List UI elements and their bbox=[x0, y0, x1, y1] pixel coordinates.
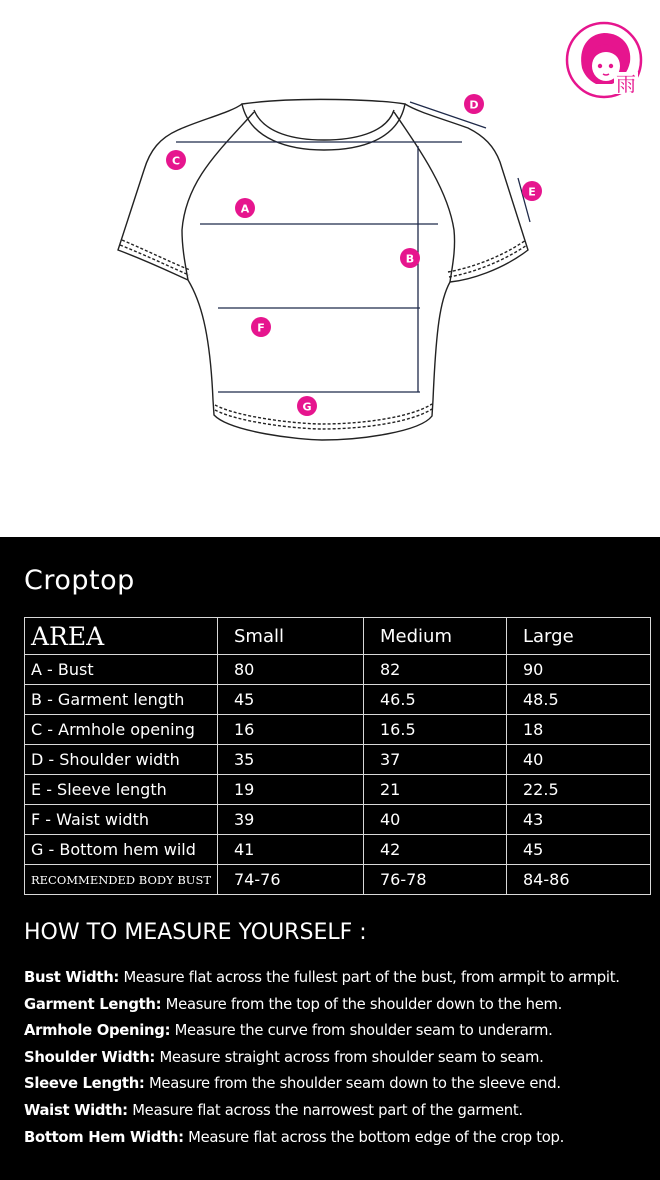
cell-large: 84-86 bbox=[507, 865, 651, 895]
product-title: Croptop bbox=[24, 565, 135, 596]
svg-text:B: B bbox=[405, 252, 415, 266]
svg-text:A: A bbox=[240, 202, 250, 216]
guide-term: Bottom Hem Width: bbox=[24, 1128, 184, 1146]
cell-large: 45 bbox=[507, 835, 651, 865]
guide-term: Armhole Opening: bbox=[24, 1022, 171, 1040]
cell-medium: 76-78 bbox=[364, 865, 507, 895]
list-item bbox=[24, 1098, 656, 1125]
cell-medium: 42 bbox=[364, 835, 507, 865]
table-row bbox=[25, 715, 651, 745]
guide-text: Measure from the shoulder seam down to the sleeve end. bbox=[144, 1075, 561, 1093]
cell-small: 39 bbox=[218, 805, 364, 835]
guide-text: Measure from the top of the shoulder down to the hem. bbox=[161, 995, 563, 1013]
cell-medium: 21 bbox=[364, 775, 507, 805]
measure-guide-list bbox=[24, 965, 656, 1151]
row-label: F - Waist width bbox=[25, 805, 218, 835]
list-item bbox=[24, 1071, 656, 1098]
marker-d bbox=[464, 94, 484, 114]
croptop-diagram bbox=[0, 0, 660, 537]
svg-text:E: E bbox=[528, 185, 536, 199]
diagram-panel bbox=[0, 0, 660, 537]
header-small: Small bbox=[218, 618, 364, 655]
cell-small: 45 bbox=[218, 685, 364, 715]
measure-lines bbox=[176, 102, 530, 392]
guide-text: Measure flat across the fullest part of the bust, from armpit to armpit. bbox=[119, 969, 620, 986]
marker-e bbox=[522, 181, 542, 201]
marker-c bbox=[166, 150, 186, 170]
brand-logo bbox=[567, 23, 641, 97]
cell-medium: 46.5 bbox=[364, 685, 507, 715]
measure-guide-heading: HOW TO MEASURE YOURSELF : bbox=[24, 920, 367, 945]
svg-text:D: D bbox=[469, 98, 479, 112]
guide-term: Sleeve Length: bbox=[24, 1075, 145, 1093]
guide-term: Shoulder Width: bbox=[24, 1048, 156, 1066]
cell-medium: 82 bbox=[364, 655, 507, 685]
svg-text:C: C bbox=[171, 154, 181, 168]
row-label: G - Bottom hem wild bbox=[25, 835, 218, 865]
cell-small: 35 bbox=[218, 745, 364, 775]
row-label: C - Armhole opening bbox=[25, 715, 218, 745]
marker-g bbox=[297, 396, 317, 416]
garment-outline bbox=[118, 99, 528, 440]
guide-text: Measure flat across the narrowest part of the garment. bbox=[127, 1101, 523, 1119]
table-row bbox=[25, 685, 651, 715]
cell-small: 41 bbox=[218, 835, 364, 865]
list-item bbox=[24, 1018, 656, 1045]
table-row bbox=[25, 805, 651, 835]
table-header-row bbox=[25, 618, 651, 655]
row-label: RECOMMENDED BODY BUST bbox=[25, 865, 218, 895]
guide-term: Waist Width: bbox=[24, 1101, 128, 1119]
svg-text:G: G bbox=[302, 400, 312, 414]
list-item bbox=[24, 1045, 656, 1072]
cell-small: 74-76 bbox=[218, 865, 364, 895]
cell-large: 43 bbox=[507, 805, 651, 835]
cell-large: 40 bbox=[507, 745, 651, 775]
cell-medium: 16.5 bbox=[364, 715, 507, 745]
size-chart-panel bbox=[0, 537, 660, 1180]
cell-small: 80 bbox=[218, 655, 364, 685]
row-label: B - Garment length bbox=[25, 685, 218, 715]
logo-glyph: 雨 bbox=[616, 72, 636, 96]
guide-text: Measure the curve from shoulder seam to underarm. bbox=[170, 1022, 553, 1040]
header-medium: Medium bbox=[364, 618, 507, 655]
table-row bbox=[25, 655, 651, 685]
list-item bbox=[24, 965, 656, 992]
table-row-recommended bbox=[25, 865, 651, 895]
marker-f bbox=[251, 317, 271, 337]
guide-text: Measure straight across from shoulder seam to seam. bbox=[155, 1048, 544, 1066]
row-label: A - Bust bbox=[25, 655, 218, 685]
cell-large: 18 bbox=[507, 715, 651, 745]
guide-term: Bust Width: bbox=[24, 969, 120, 986]
list-item bbox=[24, 992, 656, 1019]
cell-small: 19 bbox=[218, 775, 364, 805]
row-label: E - Sleeve length bbox=[25, 775, 218, 805]
marker-a bbox=[235, 198, 255, 218]
svg-text:F: F bbox=[257, 321, 265, 335]
cell-small: 16 bbox=[218, 715, 364, 745]
table-row bbox=[25, 835, 651, 865]
header-large: Large bbox=[507, 618, 651, 655]
table-row bbox=[25, 775, 651, 805]
guide-term: Garment Length: bbox=[24, 995, 162, 1013]
cell-large: 22.5 bbox=[507, 775, 651, 805]
cell-medium: 37 bbox=[364, 745, 507, 775]
marker-b bbox=[400, 248, 420, 268]
header-area: AREA bbox=[25, 618, 218, 655]
cell-large: 48.5 bbox=[507, 685, 651, 715]
list-item bbox=[24, 1125, 656, 1152]
table-row bbox=[25, 745, 651, 775]
size-table bbox=[24, 617, 651, 895]
cell-large: 90 bbox=[507, 655, 651, 685]
guide-text: Measure flat across the bottom edge of the crop top. bbox=[183, 1128, 565, 1146]
row-label: D - Shoulder width bbox=[25, 745, 218, 775]
cell-medium: 40 bbox=[364, 805, 507, 835]
